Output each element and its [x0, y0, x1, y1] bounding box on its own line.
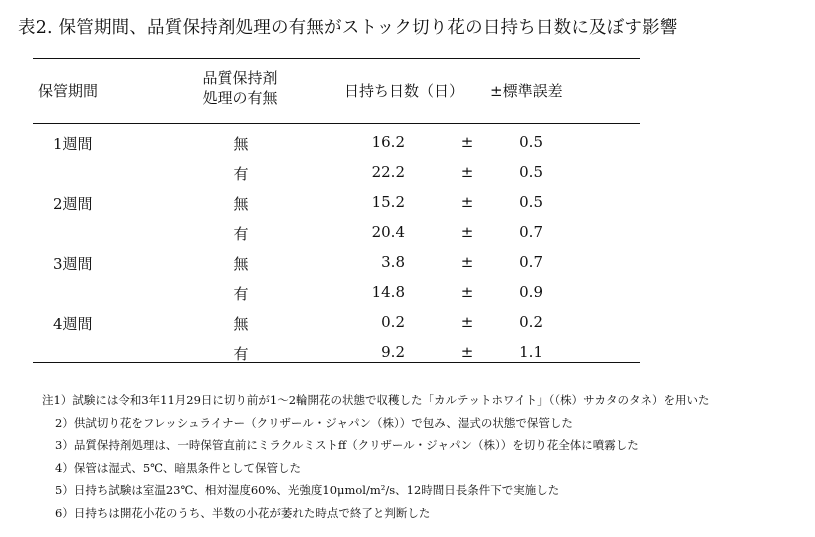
note-3: 3）品質保持剤処理は、一時保管直前にミラクルミストff（クリザール・ジャパン（株））を切り花全体に噴霧した: [55, 438, 639, 452]
table-header-rule: [33, 123, 640, 124]
header-treatment-line2: 処理の有無: [202, 89, 278, 107]
cell-period: 4週間: [53, 315, 93, 333]
note-1: 注1）試験には令和3年11月29日に切り前が1～2輪開花の状態で収穫した「カルテットホワイト」（（株）サカタのタネ）を用いた: [42, 393, 710, 407]
header-treatment: [188, 68, 292, 108]
table-row: [0, 283, 640, 313]
table-bottom-rule: [33, 362, 640, 363]
table-row: [0, 223, 640, 253]
table-top-rule: [33, 58, 640, 59]
cell-days: 15.2: [371, 193, 405, 211]
note-5: 5）日持ち試験は室温23℃、相対湿度60%、光強度10μmol/m²/s、12時間日長条件下で実施した: [55, 483, 560, 497]
header-storage-period: 保管期間: [38, 82, 99, 100]
table-row: [0, 313, 640, 343]
cell-treatment: 有: [233, 345, 249, 363]
cell-se: 0.5: [519, 193, 543, 211]
header-standard-error: ±標準誤差: [490, 82, 563, 100]
cell-period: 3週間: [53, 255, 93, 273]
cell-days: 14.8: [371, 283, 405, 301]
table-title: 表2. 保管期間、品質保持剤処理の有無がストック切り花の日持ち日数に及ぼす影響: [18, 18, 678, 38]
cell-days: 3.8: [381, 253, 405, 271]
header-treatment-line1: 品質保持剤: [202, 69, 278, 87]
note-4: 4）保管は湿式、5℃、暗黒条件として保管した: [55, 460, 301, 475]
cell-plus-minus: ±: [460, 223, 474, 241]
cell-plus-minus: ±: [460, 193, 474, 211]
header-vase-life-days: 日持ち日数（日）: [344, 82, 465, 100]
cell-plus-minus: ±: [460, 313, 474, 331]
cell-se: 0.2: [519, 313, 543, 331]
cell-se: 0.5: [519, 163, 543, 181]
cell-treatment: 無: [233, 255, 249, 273]
cell-plus-minus: ±: [460, 253, 474, 271]
cell-days: 22.2: [371, 163, 405, 181]
table-row: [0, 343, 640, 373]
cell-plus-minus: ±: [460, 133, 474, 151]
table-notes: [42, 389, 709, 524]
cell-se: 0.9: [519, 283, 543, 301]
cell-days: 20.4: [371, 223, 405, 241]
cell-se: 0.5: [519, 133, 543, 151]
cell-treatment: 無: [233, 135, 249, 153]
cell-se: 0.7: [519, 223, 543, 241]
note-6: 6）日持ちは開花小花のうち、半数の小花が萎れた時点で終了と判断した: [55, 505, 431, 520]
table-row: [0, 163, 640, 193]
cell-se: 0.7: [519, 253, 543, 271]
cell-treatment: 有: [233, 165, 249, 183]
cell-plus-minus: ±: [460, 343, 474, 361]
cell-period: 1週間: [53, 135, 93, 153]
cell-treatment: 無: [233, 195, 249, 213]
cell-plus-minus: ±: [460, 283, 474, 301]
cell-days: 9.2: [381, 343, 405, 361]
cell-treatment: 無: [233, 315, 249, 333]
note-2: 2）供試切り花をフレッシュライナー（クリザール・ジャパン（株））で包み、湿式の状態で保管した: [55, 415, 573, 430]
cell-days: 16.2: [371, 133, 405, 151]
cell-period: 2週間: [53, 195, 93, 213]
table-row: [0, 133, 640, 163]
table-row: [0, 193, 640, 223]
cell-se: 1.1: [519, 343, 543, 361]
table-row: [0, 253, 640, 283]
cell-days: 0.2: [381, 313, 405, 331]
cell-treatment: 有: [233, 285, 249, 303]
cell-treatment: 有: [233, 225, 249, 243]
cell-plus-minus: ±: [460, 163, 474, 181]
